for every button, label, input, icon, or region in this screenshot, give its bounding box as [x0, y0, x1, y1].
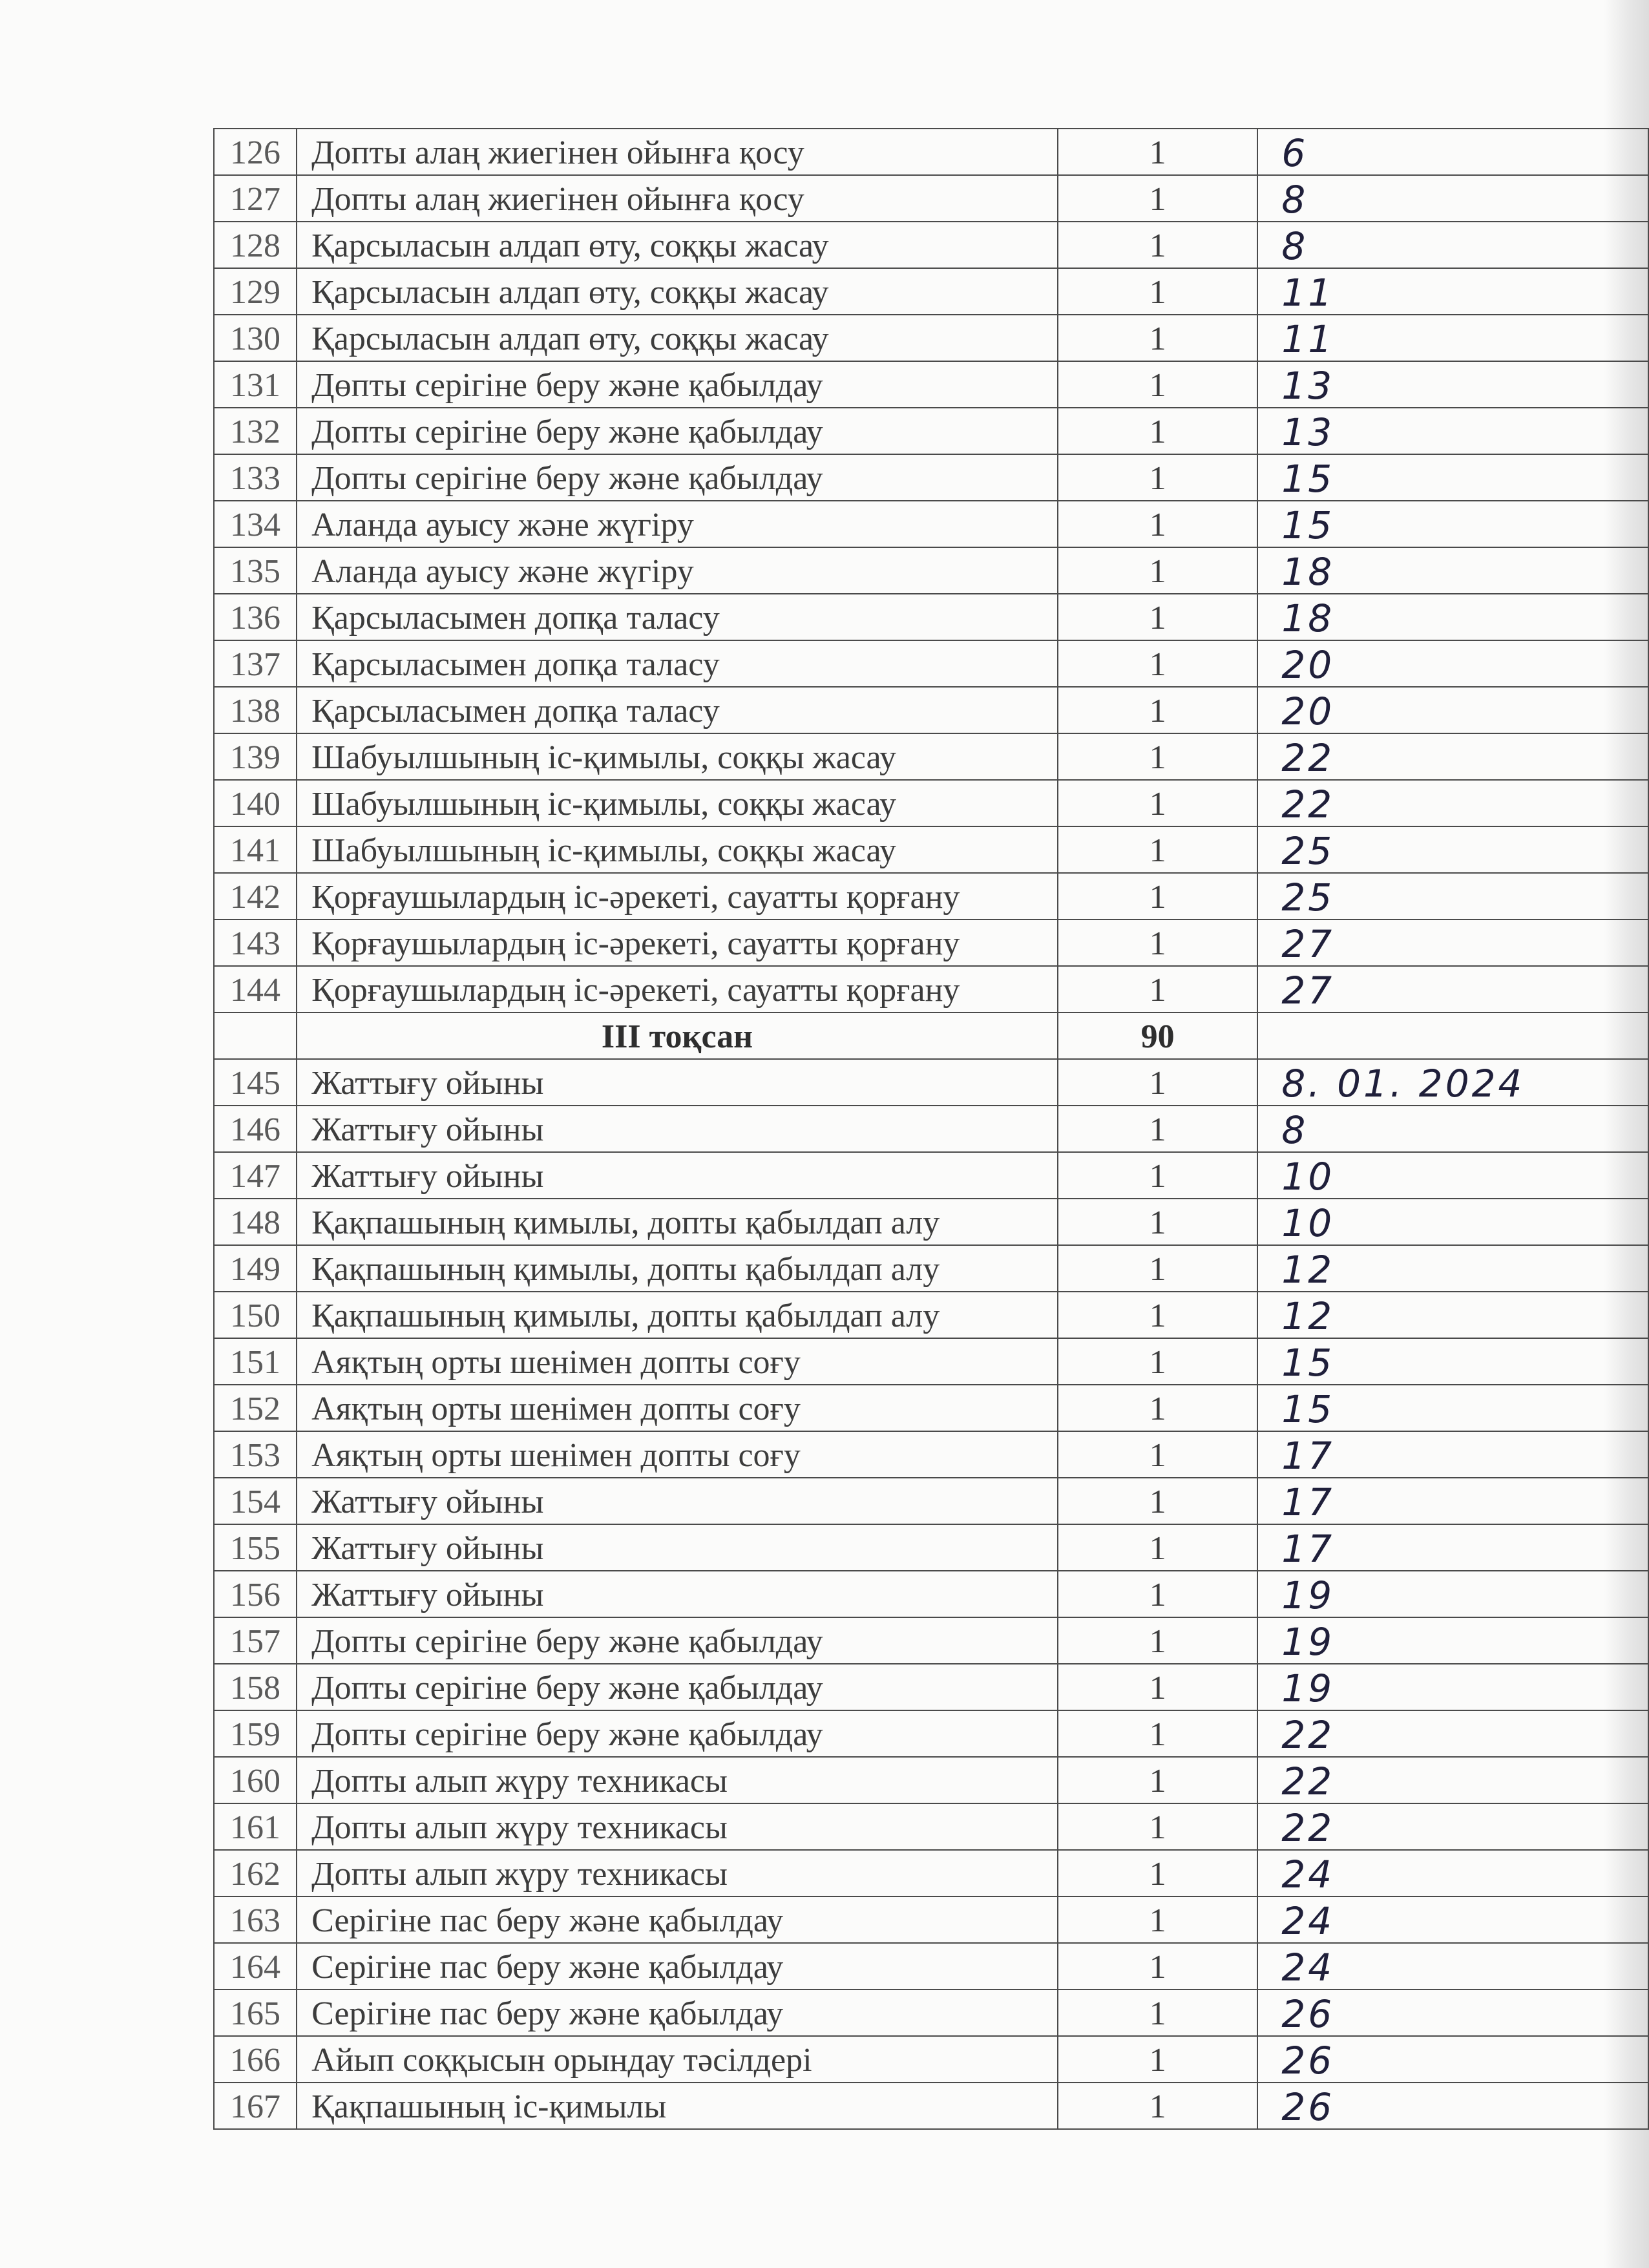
table-row	[214, 454, 1648, 501]
row-number: 147	[214, 1152, 297, 1199]
hours-count: 1	[1058, 1059, 1257, 1106]
handwritten-date: 6	[1257, 129, 1648, 175]
lesson-topic: Қарсыласын алдап өту, соққы жасау	[297, 315, 1058, 361]
lesson-topic: Допты серігіне беру және қабылдау	[297, 1617, 1058, 1664]
row-number: 138	[214, 687, 297, 733]
table-row	[214, 826, 1648, 873]
hours-count: 1	[1058, 1478, 1257, 1524]
lesson-topic: Дөпты серігіне беру және қабылдау	[297, 361, 1058, 408]
handwritten-date: 17	[1257, 1478, 1648, 1524]
handwritten-date: 15	[1257, 454, 1648, 501]
hours-count: 1	[1058, 1385, 1257, 1431]
row-number: 159	[214, 1710, 297, 1757]
hours-count: 1	[1058, 780, 1257, 826]
hours-count: 1	[1058, 1152, 1257, 1199]
table-row	[214, 1199, 1648, 1245]
lesson-topic: Қарсыласымен допқа таласу	[297, 640, 1058, 687]
row-number: 151	[214, 1338, 297, 1385]
row-number: 162	[214, 1850, 297, 1896]
lesson-topic: Допты серігіне беру және қабылдау	[297, 1710, 1058, 1757]
handwritten-date: 19	[1257, 1617, 1648, 1664]
table-row	[214, 175, 1648, 222]
hours-count: 1	[1058, 826, 1257, 873]
lesson-topic: Аяқтың орты шенімен допты соғу	[297, 1385, 1058, 1431]
handwritten-date: 8. 01. 2024	[1257, 1059, 1648, 1106]
handwritten-date: 25	[1257, 873, 1648, 919]
row-number: 164	[214, 1943, 297, 1990]
table-row	[214, 1896, 1648, 1943]
hours-count: 1	[1058, 873, 1257, 919]
hours-count: 1	[1058, 175, 1257, 222]
table-row	[214, 594, 1648, 640]
lesson-topic: Допты серігіне беру және қабылдау	[297, 454, 1058, 501]
hours-count: 1	[1058, 1199, 1257, 1245]
row-number: 132	[214, 408, 297, 454]
hours-count: 1	[1058, 2036, 1257, 2083]
row-number: 145	[214, 1059, 297, 1106]
hours-count: 1	[1058, 454, 1257, 501]
lesson-topic: Жаттығу ойыны	[297, 1571, 1058, 1617]
table-row	[214, 1152, 1648, 1199]
lesson-topic: Допты серігіне беру және қабылдау	[297, 408, 1058, 454]
hours-count: 1	[1058, 733, 1257, 780]
hours-count: 1	[1058, 594, 1257, 640]
handwritten-date: 24	[1257, 1850, 1648, 1896]
table-row	[214, 1338, 1648, 1385]
handwritten-date: 19	[1257, 1571, 1648, 1617]
row-number: 166	[214, 2036, 297, 2083]
row-number: 130	[214, 315, 297, 361]
row-number: 140	[214, 780, 297, 826]
table-row	[214, 1943, 1648, 1990]
lesson-topic: Аланда ауысу және жүгіру	[297, 547, 1058, 594]
lesson-topic: Допты алаң жиегінен ойынға қосу	[297, 175, 1058, 222]
handwritten-date: 11	[1257, 268, 1648, 315]
hours-count: 1	[1058, 1664, 1257, 1710]
row-number: 149	[214, 1245, 297, 1292]
handwritten-date: 13	[1257, 408, 1648, 454]
table-row	[214, 222, 1648, 268]
row-number: 153	[214, 1431, 297, 1478]
row-number: 158	[214, 1664, 297, 1710]
row-number: 148	[214, 1199, 297, 1245]
lesson-topic: Қарсыласымен допқа таласу	[297, 687, 1058, 733]
lesson-topic: Қарсыласын алдап өту, соққы жасау	[297, 268, 1058, 315]
hours-count: 1	[1058, 1338, 1257, 1385]
table-row	[214, 1617, 1648, 1664]
handwritten-date: 12	[1257, 1292, 1648, 1338]
handwritten-date: 11	[1257, 315, 1648, 361]
hours-count: 1	[1058, 1896, 1257, 1943]
handwritten-date: 19	[1257, 1664, 1648, 1710]
row-number: 146	[214, 1106, 297, 1152]
row-number: 128	[214, 222, 297, 268]
handwritten-date: 22	[1257, 733, 1648, 780]
handwritten-date: 22	[1257, 1757, 1648, 1803]
row-number: 165	[214, 1990, 297, 2036]
hours-count: 1	[1058, 1803, 1257, 1850]
row-number: 131	[214, 361, 297, 408]
handwritten-date: 22	[1257, 1710, 1648, 1757]
row-number: 129	[214, 268, 297, 315]
table-row	[214, 966, 1648, 1013]
row-number: 167	[214, 2083, 297, 2129]
hours-count: 1	[1058, 1106, 1257, 1152]
hours-count: 1	[1058, 1850, 1257, 1896]
hours-count: 1	[1058, 1757, 1257, 1803]
lesson-topic: Серігіне пас беру және қабылдау	[297, 1990, 1058, 2036]
lesson-topic: Жаттығу ойыны	[297, 1152, 1058, 1199]
row-number: 163	[214, 1896, 297, 1943]
table-row	[214, 640, 1648, 687]
table-row	[214, 1757, 1648, 1803]
row-number: 143	[214, 919, 297, 966]
table-row	[214, 408, 1648, 454]
table-row	[214, 501, 1648, 547]
lesson-plan-table	[213, 128, 1649, 2130]
section-num-cell	[214, 1013, 297, 1059]
row-number: 161	[214, 1803, 297, 1850]
handwritten-date: 15	[1257, 1338, 1648, 1385]
table-row	[214, 780, 1648, 826]
row-number: 142	[214, 873, 297, 919]
table-row	[214, 1990, 1648, 2036]
table-row	[214, 2083, 1648, 2129]
hours-count: 1	[1058, 687, 1257, 733]
table-row	[214, 1850, 1648, 1896]
handwritten-date: 8	[1257, 1106, 1648, 1152]
handwritten-date: 24	[1257, 1943, 1648, 1990]
handwritten-date: 20	[1257, 640, 1648, 687]
lesson-topic: Аяқтың орты шенімен допты соғу	[297, 1338, 1058, 1385]
lesson-topic: Қарсыласын алдап өту, соққы жасау	[297, 222, 1058, 268]
row-number: 156	[214, 1571, 297, 1617]
hours-count: 1	[1058, 1292, 1257, 1338]
table-row	[214, 919, 1648, 966]
handwritten-date: 26	[1257, 1990, 1648, 2036]
row-number: 137	[214, 640, 297, 687]
section-header-row	[214, 1013, 1648, 1059]
hours-count: 1	[1058, 1431, 1257, 1478]
table-row	[214, 1664, 1648, 1710]
lesson-topic: Қорғаушылардың іс-әрекеті, сауатты қорғану	[297, 873, 1058, 919]
lesson-topic: Допты алып жүру техникасы	[297, 1803, 1058, 1850]
handwritten-date: 8	[1257, 175, 1648, 222]
table-row	[214, 1431, 1648, 1478]
lesson-topic: Жаттығу ойыны	[297, 1524, 1058, 1571]
handwritten-date: 10	[1257, 1199, 1648, 1245]
hours-count: 1	[1058, 1571, 1257, 1617]
lesson-topic: Қорғаушылардың іс-әрекеті, сауатты қорғану	[297, 966, 1058, 1013]
handwritten-date: 15	[1257, 1385, 1648, 1431]
table-row	[214, 268, 1648, 315]
lesson-topic: Серігіне пас беру және қабылдау	[297, 1943, 1058, 1990]
table-row	[214, 1478, 1648, 1524]
lesson-topic: Допты алып жүру техникасы	[297, 1757, 1058, 1803]
hours-count: 1	[1058, 1524, 1257, 1571]
lesson-topic: Аланда ауысу және жүгіру	[297, 501, 1058, 547]
hours-count: 1	[1058, 1990, 1257, 2036]
handwritten-date: 17	[1257, 1524, 1648, 1571]
row-number: 141	[214, 826, 297, 873]
row-number: 150	[214, 1292, 297, 1338]
hours-count: 1	[1058, 268, 1257, 315]
hours-count: 1	[1058, 640, 1257, 687]
hours-count: 1	[1058, 501, 1257, 547]
table-row	[214, 1106, 1648, 1152]
row-number: 133	[214, 454, 297, 501]
hours-count: 1	[1058, 2083, 1257, 2129]
handwritten-date: 12	[1257, 1245, 1648, 1292]
handwritten-date: 15	[1257, 501, 1648, 547]
row-number: 126	[214, 129, 297, 175]
lesson-topic: Допты алып жүру техникасы	[297, 1850, 1058, 1896]
handwritten-date: 26	[1257, 2036, 1648, 2083]
rows-term-2-end	[214, 129, 1648, 1013]
handwritten-date: 8	[1257, 222, 1648, 268]
hours-count: 1	[1058, 1245, 1257, 1292]
lesson-topic: Қақпашының қимылы, допты қабылдап алу	[297, 1292, 1058, 1338]
hours-count: 1	[1058, 1617, 1257, 1664]
hours-count: 1	[1058, 315, 1257, 361]
row-number: 139	[214, 733, 297, 780]
section-hours: 90	[1058, 1013, 1257, 1059]
lesson-topic: Серігіне пас беру және қабылдау	[297, 1896, 1058, 1943]
hours-count: 1	[1058, 408, 1257, 454]
lesson-topic: Жаттығу ойыны	[297, 1059, 1058, 1106]
handwritten-date: 24	[1257, 1896, 1648, 1943]
hours-count: 1	[1058, 1710, 1257, 1757]
handwritten-date: 10	[1257, 1152, 1648, 1199]
lesson-topic: Қарсыласымен допқа таласу	[297, 594, 1058, 640]
row-number: 144	[214, 966, 297, 1013]
table-row	[214, 1524, 1648, 1571]
table-row	[214, 1571, 1648, 1617]
handwritten-date: 27	[1257, 919, 1648, 966]
row-number: 154	[214, 1478, 297, 1524]
lesson-topic: Шабуылшының іс-қимылы, соққы жасау	[297, 733, 1058, 780]
handwritten-date: 13	[1257, 361, 1648, 408]
rows-term-3	[214, 1059, 1648, 2129]
lesson-topic: Шабуылшының іс-қимылы, соққы жасау	[297, 826, 1058, 873]
handwritten-date: 22	[1257, 780, 1648, 826]
table-row	[214, 1059, 1648, 1106]
table-row	[214, 1292, 1648, 1338]
table-row	[214, 547, 1648, 594]
lesson-topic: Допты серігіне беру және қабылдау	[297, 1664, 1058, 1710]
handwritten-date: 25	[1257, 826, 1648, 873]
row-number: 136	[214, 594, 297, 640]
lesson-topic: Аяқтың орты шенімен допты соғу	[297, 1431, 1058, 1478]
table-row	[214, 733, 1648, 780]
row-number: 134	[214, 501, 297, 547]
row-number: 157	[214, 1617, 297, 1664]
table-row	[214, 873, 1648, 919]
row-number: 160	[214, 1757, 297, 1803]
hours-count: 1	[1058, 966, 1257, 1013]
row-number: 135	[214, 547, 297, 594]
hours-count: 1	[1058, 361, 1257, 408]
lesson-topic: Қақпашының қимылы, допты қабылдап алу	[297, 1199, 1058, 1245]
row-number: 152	[214, 1385, 297, 1431]
lesson-topic: Шабуылшының іс-қимылы, соққы жасау	[297, 780, 1058, 826]
table-row	[214, 2036, 1648, 2083]
table-row	[214, 1385, 1648, 1431]
lesson-topic: Жаттығу ойыны	[297, 1106, 1058, 1152]
handwritten-date: 17	[1257, 1431, 1648, 1478]
handwritten-date: 18	[1257, 594, 1648, 640]
lesson-topic: Допты алаң жиегінен ойынға қосу	[297, 129, 1058, 175]
hours-count: 1	[1058, 1943, 1257, 1990]
table-row	[214, 315, 1648, 361]
lesson-topic: Қақпашының іс-қимылы	[297, 2083, 1058, 2129]
hours-count: 1	[1058, 547, 1257, 594]
section-date-cell	[1257, 1013, 1648, 1059]
hours-count: 1	[1058, 919, 1257, 966]
handwritten-date: 18	[1257, 547, 1648, 594]
section-title: ІІІ тоқсан	[297, 1013, 1058, 1059]
table-row	[214, 1803, 1648, 1850]
handwritten-date: 20	[1257, 687, 1648, 733]
hours-count: 1	[1058, 129, 1257, 175]
table-row	[214, 1245, 1648, 1292]
table-row	[214, 687, 1648, 733]
lesson-topic: Қорғаушылардың іс-әрекеті, сауатты қорғану	[297, 919, 1058, 966]
row-number: 127	[214, 175, 297, 222]
handwritten-date: 22	[1257, 1803, 1648, 1850]
lesson-plan-table-wrap	[213, 128, 1649, 2130]
row-number: 155	[214, 1524, 297, 1571]
lesson-topic: Жаттығу ойыны	[297, 1478, 1058, 1524]
handwritten-date: 27	[1257, 966, 1648, 1013]
section-row-group	[214, 1013, 1648, 1059]
table-row	[214, 129, 1648, 175]
hours-count: 1	[1058, 222, 1257, 268]
table-row	[214, 1710, 1648, 1757]
lesson-topic: Қақпашының қимылы, допты қабылдап алу	[297, 1245, 1058, 1292]
lesson-topic: Айып соққысын орындау тәсілдері	[297, 2036, 1058, 2083]
handwritten-date: 26	[1257, 2083, 1648, 2129]
table-row	[214, 361, 1648, 408]
